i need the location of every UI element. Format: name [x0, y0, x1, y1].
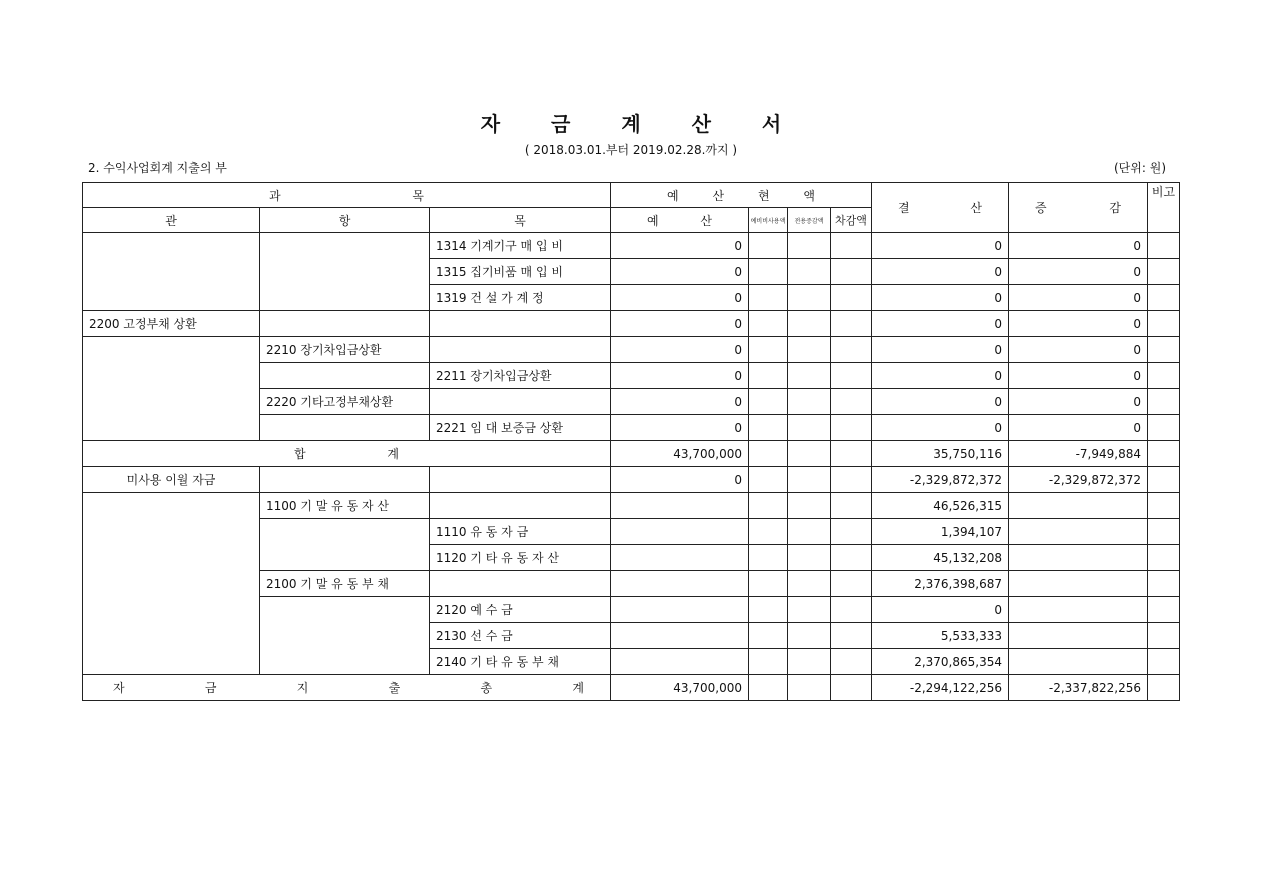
header-yebi: 예비비사용액 — [749, 208, 788, 233]
empty-cell — [788, 311, 831, 337]
jeunggam-cell: 0 — [1009, 233, 1148, 259]
bigo-cell — [1148, 259, 1180, 285]
empty-cell — [831, 389, 872, 415]
yesan-cell — [611, 571, 749, 597]
gyeolsan-cell: 0 — [872, 597, 1009, 623]
gyeolsan-cell: 2,376,398,687 — [872, 571, 1009, 597]
unused-row — [83, 467, 1180, 493]
hang-cell: 2220 기타고정부채상환 — [260, 389, 430, 415]
jeunggam-cell — [1009, 493, 1148, 519]
jeunggam-cell: 0 — [1009, 337, 1148, 363]
empty-cell — [831, 493, 872, 519]
header-jeonyong: 전용증감액 — [788, 208, 831, 233]
header-jeunggam — [1009, 183, 1148, 233]
empty-cell — [749, 675, 788, 701]
jeunggam-cell: 0 — [1009, 363, 1148, 389]
bigo-cell — [1148, 597, 1180, 623]
empty-cell — [831, 571, 872, 597]
jeunggam-cell — [1009, 623, 1148, 649]
bigo-cell — [1148, 233, 1180, 259]
yesan-cell — [611, 623, 749, 649]
yesan-cell — [611, 597, 749, 623]
bigo-cell — [1148, 571, 1180, 597]
header-jeunggam-2: 감 — [1109, 201, 1121, 215]
header-chagam: 차감액 — [831, 208, 872, 233]
gyeolsan-cell: 0 — [872, 337, 1009, 363]
mok-cell — [430, 311, 611, 337]
gwan-cell-blank — [83, 337, 260, 441]
mok-cell: 1314 기계기구 매 입 비 — [430, 233, 611, 259]
empty-cell — [749, 545, 788, 571]
total-jeunggam: -7,949,884 — [1009, 441, 1148, 467]
header-gwamok-1: 과 — [269, 188, 281, 203]
gyeolsan-cell: 0 — [872, 311, 1009, 337]
yesan-cell — [611, 519, 749, 545]
bigo-cell — [1148, 649, 1180, 675]
gwan-cell: 2200 고정부채 상환 — [83, 311, 260, 337]
gyeolsan-cell: 2,370,865,354 — [872, 649, 1009, 675]
yesan-cell: 0 — [611, 363, 749, 389]
bigo-cell — [1148, 623, 1180, 649]
yesan-cell: 0 — [611, 389, 749, 415]
empty-cell — [788, 571, 831, 597]
mok-cell: 2140 기 타 유 동 부 채 — [430, 649, 611, 675]
jeunggam-cell: 0 — [1009, 311, 1148, 337]
empty-cell — [749, 285, 788, 311]
document-title: 자 금 계 산 서 — [480, 112, 804, 136]
header-yh-3: 현 — [757, 188, 770, 203]
hang-cell-blank — [260, 597, 430, 675]
header-gwamok-2: 목 — [412, 188, 424, 203]
bigo-cell — [1148, 415, 1180, 441]
header-mok: 목 — [430, 208, 611, 233]
empty-cell — [788, 415, 831, 441]
unused-label: 미사용 이월 자금 — [83, 467, 260, 493]
mok-cell — [430, 493, 611, 519]
empty-cell — [749, 311, 788, 337]
period: ( 2018.03.01.부터 2019.02.28.까지 ) — [524, 143, 738, 157]
total-label-1: 합 — [294, 447, 306, 461]
header-yesan-hyeonaek — [611, 183, 872, 208]
gwan-cell-blank — [83, 233, 260, 311]
hang-cell: 2100 기 말 유 동 부 채 — [260, 571, 430, 597]
gwan-cell-blank — [83, 493, 260, 675]
empty-cell — [831, 337, 872, 363]
header-gwan: 관 — [83, 208, 260, 233]
total-gyeolsan: 35,750,116 — [872, 441, 1009, 467]
empty-cell — [831, 415, 872, 441]
jeunggam-cell — [1009, 519, 1148, 545]
mok-cell: 1120 기 타 유 동 자 산 — [430, 545, 611, 571]
empty-cell — [831, 233, 872, 259]
mok-cell: 1110 유 동 자 금 — [430, 519, 611, 545]
empty-cell — [749, 649, 788, 675]
empty-cell — [749, 519, 788, 545]
bigo-cell — [1148, 311, 1180, 337]
jeunggam-cell: 0 — [1009, 415, 1148, 441]
table-row — [83, 337, 1180, 363]
gt-label-2: 금 — [204, 681, 217, 695]
header-yh-1: 예 — [667, 188, 679, 203]
bigo-cell — [1148, 493, 1180, 519]
total-row — [83, 441, 1180, 467]
gt-label-4: 출 — [388, 681, 401, 695]
mok-cell: 1315 집기비품 매 입 비 — [430, 259, 611, 285]
grand-total-jeunggam: -2,337,822,256 — [1009, 675, 1148, 701]
header-yesan — [611, 208, 749, 233]
empty-cell — [788, 233, 831, 259]
header-gyeolsan-1: 결 — [898, 201, 910, 215]
yesan-cell: 0 — [611, 311, 749, 337]
header-hang: 항 — [260, 208, 430, 233]
grand-total-yesan: 43,700,000 — [611, 675, 749, 701]
empty-cell — [831, 597, 872, 623]
empty-cell — [831, 259, 872, 285]
hang-cell — [260, 415, 430, 441]
header-gyeolsan-2: 산 — [970, 201, 982, 215]
table-row — [83, 233, 1180, 259]
hang-cell: 2210 장기차입금상환 — [260, 337, 430, 363]
mok-cell — [430, 389, 611, 415]
empty-cell — [788, 389, 831, 415]
empty-cell — [749, 493, 788, 519]
mok-cell — [430, 571, 611, 597]
empty-cell — [788, 337, 831, 363]
empty-cell — [831, 545, 872, 571]
yesan-cell: 0 — [611, 337, 749, 363]
mok-cell: 2120 예 수 금 — [430, 597, 611, 623]
unit-label: (단위: 원) — [1114, 161, 1166, 175]
empty-cell — [788, 467, 831, 493]
gyeolsan-cell: 0 — [872, 363, 1009, 389]
empty-cell — [831, 675, 872, 701]
bigo-cell — [1148, 545, 1180, 571]
empty-cell — [749, 597, 788, 623]
bigo-cell — [1148, 389, 1180, 415]
empty-cell — [788, 259, 831, 285]
grand-total-label — [83, 675, 611, 701]
gt-label-3: 지 — [296, 681, 309, 695]
empty-cell — [749, 571, 788, 597]
gt-label-5: 총 — [480, 681, 493, 695]
hang-cell-blank — [260, 519, 430, 571]
empty-cell — [788, 649, 831, 675]
yesan-cell — [611, 493, 749, 519]
unused-jeunggam: -2,329,872,372 — [1009, 467, 1148, 493]
bigo-cell — [1148, 441, 1180, 467]
gyeolsan-cell: 0 — [872, 285, 1009, 311]
unused-gyeolsan: -2,329,872,372 — [872, 467, 1009, 493]
mok-cell — [430, 337, 611, 363]
header-bigo: 비고 — [1148, 183, 1180, 233]
yesan-cell: 0 — [611, 415, 749, 441]
header-gwamok — [83, 183, 611, 208]
hang-cell — [260, 363, 430, 389]
grand-total-row — [83, 675, 1180, 701]
empty-cell — [831, 623, 872, 649]
yesan-cell: 0 — [611, 285, 749, 311]
empty-cell — [749, 441, 788, 467]
jeunggam-cell — [1009, 545, 1148, 571]
empty-cell — [749, 415, 788, 441]
empty-cell — [749, 233, 788, 259]
total-yesan: 43,700,000 — [611, 441, 749, 467]
empty-cell — [749, 389, 788, 415]
jeunggam-cell — [1009, 597, 1148, 623]
header-yh-2: 산 — [712, 188, 725, 203]
empty-cell — [788, 363, 831, 389]
jeunggam-cell: 0 — [1009, 285, 1148, 311]
unused-yesan: 0 — [611, 467, 749, 493]
gyeolsan-cell: 5,533,333 — [872, 623, 1009, 649]
mok-cell — [430, 467, 611, 493]
mok-cell: 2221 임 대 보증금 상환 — [430, 415, 611, 441]
bigo-cell — [1148, 337, 1180, 363]
jeunggam-cell: 0 — [1009, 389, 1148, 415]
yesan-cell: 0 — [611, 259, 749, 285]
header-row-1 — [83, 183, 1180, 208]
empty-cell — [788, 675, 831, 701]
header-yesan-1: 예 — [647, 213, 659, 228]
yesan-cell: 0 — [611, 233, 749, 259]
yesan-cell — [611, 649, 749, 675]
header-yh-4: 액 — [803, 188, 815, 203]
total-label — [83, 441, 611, 467]
gyeolsan-cell: 0 — [872, 259, 1009, 285]
empty-cell — [749, 623, 788, 649]
empty-cell — [788, 545, 831, 571]
hang-cell — [260, 467, 430, 493]
empty-cell — [788, 441, 831, 467]
jeunggam-cell: 0 — [1009, 259, 1148, 285]
gyeolsan-cell: 45,132,208 — [872, 545, 1009, 571]
jeunggam-cell — [1009, 649, 1148, 675]
empty-cell — [831, 285, 872, 311]
bigo-cell — [1148, 285, 1180, 311]
empty-cell — [788, 623, 831, 649]
empty-cell — [831, 467, 872, 493]
yesan-cell — [611, 545, 749, 571]
gyeolsan-cell: 0 — [872, 389, 1009, 415]
bigo-cell — [1148, 519, 1180, 545]
bigo-cell — [1148, 675, 1180, 701]
gyeolsan-cell: 0 — [872, 233, 1009, 259]
hang-cell-blank — [260, 233, 430, 311]
table-row — [83, 311, 1180, 337]
gt-label-6: 계 — [572, 681, 584, 695]
empty-cell — [788, 493, 831, 519]
empty-cell — [788, 519, 831, 545]
total-label-2: 계 — [387, 447, 399, 461]
mok-cell: 1319 건 설 가 계 정 — [430, 285, 611, 311]
jeunggam-cell — [1009, 571, 1148, 597]
gt-label-1: 자 — [113, 681, 125, 695]
empty-cell — [788, 597, 831, 623]
hang-cell: 1100 기 말 유 동 자 산 — [260, 493, 430, 519]
empty-cell — [749, 467, 788, 493]
empty-cell — [831, 441, 872, 467]
header-jeunggam-1: 증 — [1035, 201, 1047, 215]
mok-cell: 2211 장기차입금상환 — [430, 363, 611, 389]
fund-statement-table — [82, 182, 1180, 701]
empty-cell — [831, 311, 872, 337]
mok-cell: 2130 선 수 금 — [430, 623, 611, 649]
empty-cell — [831, 363, 872, 389]
header-yesan-2: 산 — [700, 213, 712, 228]
header-gyeolsan — [872, 183, 1009, 233]
gyeolsan-cell: 0 — [872, 415, 1009, 441]
section-label: 2. 수익사업회계 지출의 부 — [88, 161, 227, 175]
gyeolsan-cell: 46,526,315 — [872, 493, 1009, 519]
bigo-cell — [1148, 467, 1180, 493]
bigo-cell — [1148, 363, 1180, 389]
empty-cell — [749, 363, 788, 389]
empty-cell — [749, 259, 788, 285]
gyeolsan-cell: 1,394,107 — [872, 519, 1009, 545]
empty-cell — [788, 285, 831, 311]
grand-total-gyeolsan: -2,294,122,256 — [872, 675, 1009, 701]
empty-cell — [831, 519, 872, 545]
hang-cell — [260, 311, 430, 337]
empty-cell — [749, 337, 788, 363]
table-row — [83, 493, 1180, 519]
empty-cell — [831, 649, 872, 675]
